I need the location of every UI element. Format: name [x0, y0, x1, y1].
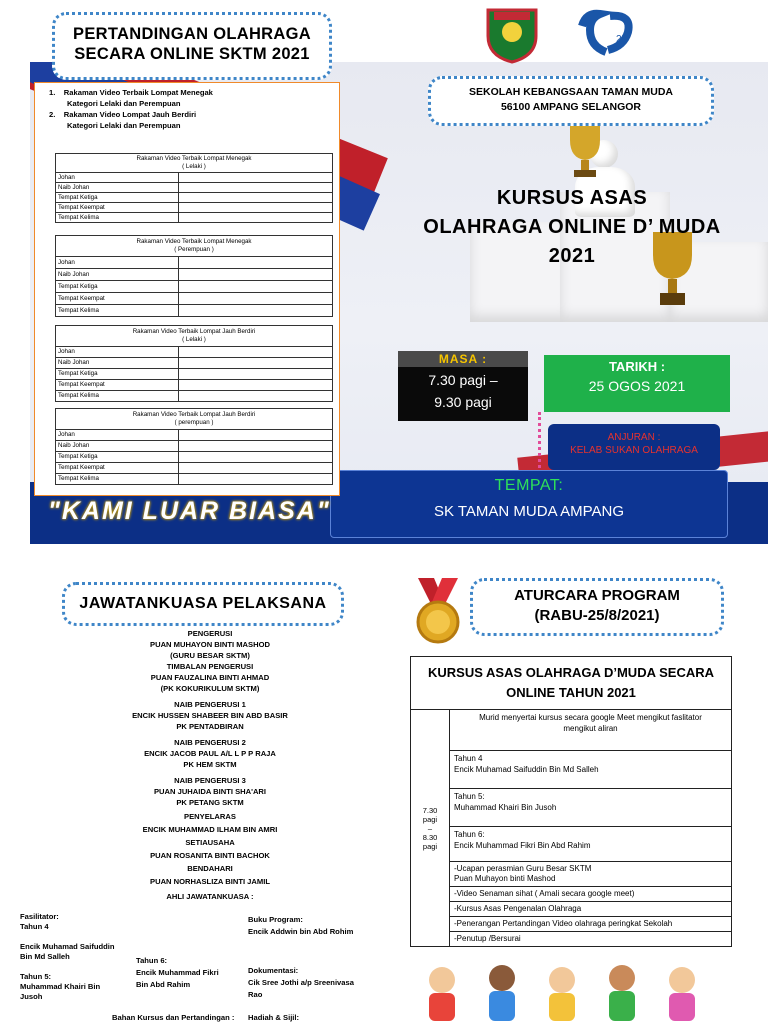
masa-box [398, 351, 528, 421]
course-title-line3: 2021 [548, 245, 596, 267]
school-address: 56100 AMPANG SELANGOR [500, 101, 642, 113]
schedule-row: Murid menyertai kursus secara google Meet mengikut faslitator mengikut aliran [450, 710, 732, 751]
result-table-header: Rakaman Video Terbaik Lompat Jauh Berdiri ( perempuan ) [56, 409, 333, 430]
anjuran-box [548, 424, 720, 470]
result-table-1 [55, 153, 333, 223]
dokumentasi-block [248, 965, 378, 1001]
school-box [428, 76, 714, 126]
rank-value-cell [179, 452, 333, 463]
schedule-table [410, 656, 732, 947]
rank-value-cell [179, 474, 333, 485]
rank-label: Tempat Ketiga [56, 369, 179, 380]
school-name: SEKOLAH KEBANGSAAN TAMAN MUDA [469, 86, 673, 98]
sktm-logo-icon [576, 6, 638, 64]
committee-line: NAIB PENGERUSI 3 [174, 776, 246, 785]
fasilitator-block [20, 912, 130, 1002]
buku-block [248, 914, 378, 938]
rank-value-cell [179, 183, 333, 193]
committee-line: ENCIK MUHAMMAD ILHAM BIN AMRI [142, 825, 278, 834]
rank-value-cell [179, 193, 333, 203]
committee-list [60, 628, 360, 902]
tahun6-block [136, 955, 246, 991]
buku-line: Encik Addwin bin Abd Rohim [248, 927, 354, 936]
rank-value-cell [179, 441, 333, 452]
dokumentasi-line: Rao [248, 990, 263, 999]
result-table-header: Rakaman Video Terbaik Lompat Menegak ( Lelaki ) [56, 154, 333, 173]
fasilitator-line: Tahun 4 [20, 922, 49, 931]
fasilitator-line: Bin Md Salleh [20, 952, 70, 961]
hadiah-label: Hadiah & Sijil: [248, 1013, 300, 1022]
fasilitator-line: Jusoh [20, 992, 43, 1001]
masa-time-start: 7.30 pagi – [428, 372, 498, 388]
rank-label: Naib Johan [56, 183, 179, 193]
masa-label: MASA : [398, 351, 528, 367]
category-list [49, 87, 213, 131]
fasilitator-label: Fasilitator: [20, 912, 59, 921]
committee-line: TIMBALAN PENGERUSI [166, 662, 254, 671]
rank-label: Tempat Keempat [56, 380, 179, 391]
committee-line: PENGERUSI [187, 629, 233, 638]
slogan-text: "KAMI LUAR BIASA" [48, 497, 331, 525]
schedule-time: 7.30 pagi – 8.30 pagi [411, 710, 450, 947]
fasilitator-line: Encik Muhamad Saifuddin [20, 942, 115, 951]
committee-line: ENCIK JACOB PAUL A/L L P P RAJA [144, 749, 276, 758]
rank-label: Tempat Keempat [56, 203, 179, 213]
tahun6-line: Encik Muhammad Fikri [136, 968, 219, 977]
committee-line: PENYELARAS [184, 812, 236, 821]
aturcara-title: ATURCARA PROGRAM [514, 587, 680, 604]
fasilitator-line: Muhammad Khairi Bin [20, 982, 101, 991]
committee-line: PUAN ROSANITA BINTI BACHOK [150, 851, 270, 860]
rank-value-cell [179, 430, 333, 441]
result-table-2 [55, 235, 333, 317]
rank-label: Tempat Ketiga [56, 281, 179, 293]
result-table-3 [55, 325, 333, 402]
committee-line: BENDAHARI [187, 864, 233, 873]
result-table-header: Rakaman Video Terbaik Lompat Jauh Berdiri ( Lelaki ) [56, 326, 333, 347]
category-item: 2. Rakaman Video Lompat Jauh Berdiri [49, 110, 197, 119]
tempat-box [330, 470, 728, 538]
committee-line: PUAN FAUZALINA BINTI AHMAD [150, 673, 270, 682]
committee-line: NAIB PENGERUSI 1 [174, 700, 246, 709]
course-title [392, 184, 752, 271]
rank-label: Tempat Keempat [56, 463, 179, 474]
committee-line: PK HEM SKTM [183, 760, 237, 769]
school-crest-icon [484, 6, 540, 64]
schedule-row: -Penerangan Pertandingan Video olahraga peringkat Sekolah [450, 917, 732, 932]
schedule-row: -Ucapan perasmian Guru Besar SKTM Puan Muhayon binti Mashod [450, 862, 732, 887]
course-title-line1: KURSUS ASAS [496, 187, 648, 209]
rank-label: Tempat Keempat [56, 293, 179, 305]
committee-line: PK PENTADBIRAN [176, 722, 244, 731]
result-table-4 [55, 408, 333, 485]
category-item-sub: Kategori Lelaki dan Perempuan [67, 99, 181, 108]
anjuran-value: KELAB SUKAN OLAHRAGA [570, 445, 698, 456]
rank-value-cell [179, 369, 333, 380]
committee-line: SETIAUSAHA [185, 838, 235, 847]
rank-label: Naib Johan [56, 269, 179, 281]
buku-line: Buku Program: [248, 915, 303, 924]
rank-value-cell [179, 203, 333, 213]
rank-value-cell [179, 293, 333, 305]
category-item-sub: Kategori Lelaki dan Perempuan [67, 121, 181, 130]
rank-label: Tempat Kelima [56, 474, 179, 485]
rank-value-cell [179, 257, 333, 269]
schedule-row: Tahun 4 Encik Muhamad Saifuddin Bin Md Salleh [450, 751, 732, 789]
children-illustration-icon [412, 960, 732, 1024]
rank-value-cell [179, 358, 333, 369]
committee-line: PK PETANG SKTM [176, 798, 244, 807]
committee-line: PUAN JUHAIDA BINTI SHA'ARI [153, 787, 267, 796]
committee-line: (PK KOKURIKULUM SKTM) [160, 684, 260, 693]
rank-label: Johan [56, 257, 179, 269]
tempat-label: TEMPAT: [494, 477, 564, 494]
rank-label: Johan [56, 347, 179, 358]
rank-value-cell [179, 213, 333, 223]
rank-label: Johan [56, 430, 179, 441]
committee-line: PUAN MUHAYON BINTI MASHOD [150, 640, 270, 649]
results-box [34, 82, 340, 496]
competition-title-line2: SECARA ONLINE SKTM 2021 [74, 45, 310, 63]
anjuran-label: ANJURAN : [607, 432, 661, 443]
committee-title: JAWATANKUASA PELAKSANA [79, 595, 327, 612]
trophy-icon [560, 120, 610, 180]
competition-title [55, 24, 329, 64]
schedule-title: KURSUS ASAS OLAHRAGA D’MUDA SECARA ONLINE TAHUN 2021 [411, 657, 732, 710]
rank-value-cell [179, 347, 333, 358]
rank-value-cell [179, 173, 333, 183]
schedule-row: -Kursus Asas Pengenalan Olahraga [450, 902, 732, 917]
rank-value-cell [179, 463, 333, 474]
tempat-value: SK TAMAN MUDA AMPANG [433, 503, 625, 520]
aturcara-date: (RABU-25/8/2021) [534, 607, 660, 624]
svg-text:25: 25 [616, 34, 628, 45]
dokumentasi-line: Dokumentasi: [248, 966, 299, 975]
tahun6-line: Tahun 6: [136, 956, 168, 965]
competition-title-line1: PERTANDINGAN OLAHRAGA [73, 25, 311, 43]
rank-value-cell [179, 305, 333, 317]
rank-value-cell [179, 380, 333, 391]
masa-time-end: 9.30 pagi [434, 394, 492, 410]
dokumentasi-line: Cik Sree Jothi a/p Sreenivasa [248, 978, 354, 987]
result-table-header: Rakaman Video Terbaik Lompat Menegak ( Perempuan ) [56, 236, 333, 257]
rank-label: Tempat Kelima [56, 391, 179, 402]
competition-title-box [52, 12, 332, 80]
rank-label: Tempat Ketiga [56, 193, 179, 203]
tarikh-label: TARIKH : [608, 359, 666, 374]
committee-title-box [62, 582, 344, 626]
medal-icon [410, 578, 466, 646]
tarikh-value: 25 OGOS 2021 [588, 378, 686, 394]
rank-label: Johan [56, 173, 179, 183]
tahun6-line: Bin Abd Rahim [136, 980, 191, 989]
pink-dotted-divider [538, 412, 541, 468]
fasilitator-line: Tahun 5: [20, 972, 52, 981]
rank-label: Tempat Ketiga [56, 452, 179, 463]
course-title-line2: OLAHRAGA ONLINE D’ MUDA [423, 216, 721, 238]
rank-label: Tempat Kelima [56, 305, 179, 317]
tarikh-box [544, 355, 730, 412]
schedule-row: Tahun 5: Muhammad Khairi Bin Jusoh [450, 789, 732, 827]
committee-line: (GURU BESAR SKTM) [170, 651, 250, 660]
committee-line: NAIB PENGERUSI 2 [174, 738, 246, 747]
schedule-row: -Penutup /Bersurai [450, 932, 732, 947]
rank-label: Naib Johan [56, 358, 179, 369]
rank-value-cell [179, 391, 333, 402]
rank-label: Tempat Kelima [56, 213, 179, 223]
committee-line: PUAN NORHASLIZA BINTI JAMIL [150, 877, 270, 886]
schedule-row: -Video Senaman sihat ( Amali secara google meet) [450, 887, 732, 902]
bahan-label: Bahan Kursus dan Pertandingan : [112, 1013, 235, 1022]
committee-line: AHLI JAWATANKUASA : [166, 892, 254, 901]
schedule-row: Tahun 6: Encik Muhammad Fikri Bin Abd Rahim [450, 827, 732, 862]
rank-value-cell [179, 281, 333, 293]
rank-label: Naib Johan [56, 441, 179, 452]
committee-line: ENCIK HUSSEN SHABEER BIN ABD BASIR [132, 711, 288, 720]
aturcara-title-box [470, 578, 724, 636]
category-item: 1. Rakaman Video Terbaik Lompat Menegak [49, 88, 213, 97]
rank-value-cell [179, 269, 333, 281]
